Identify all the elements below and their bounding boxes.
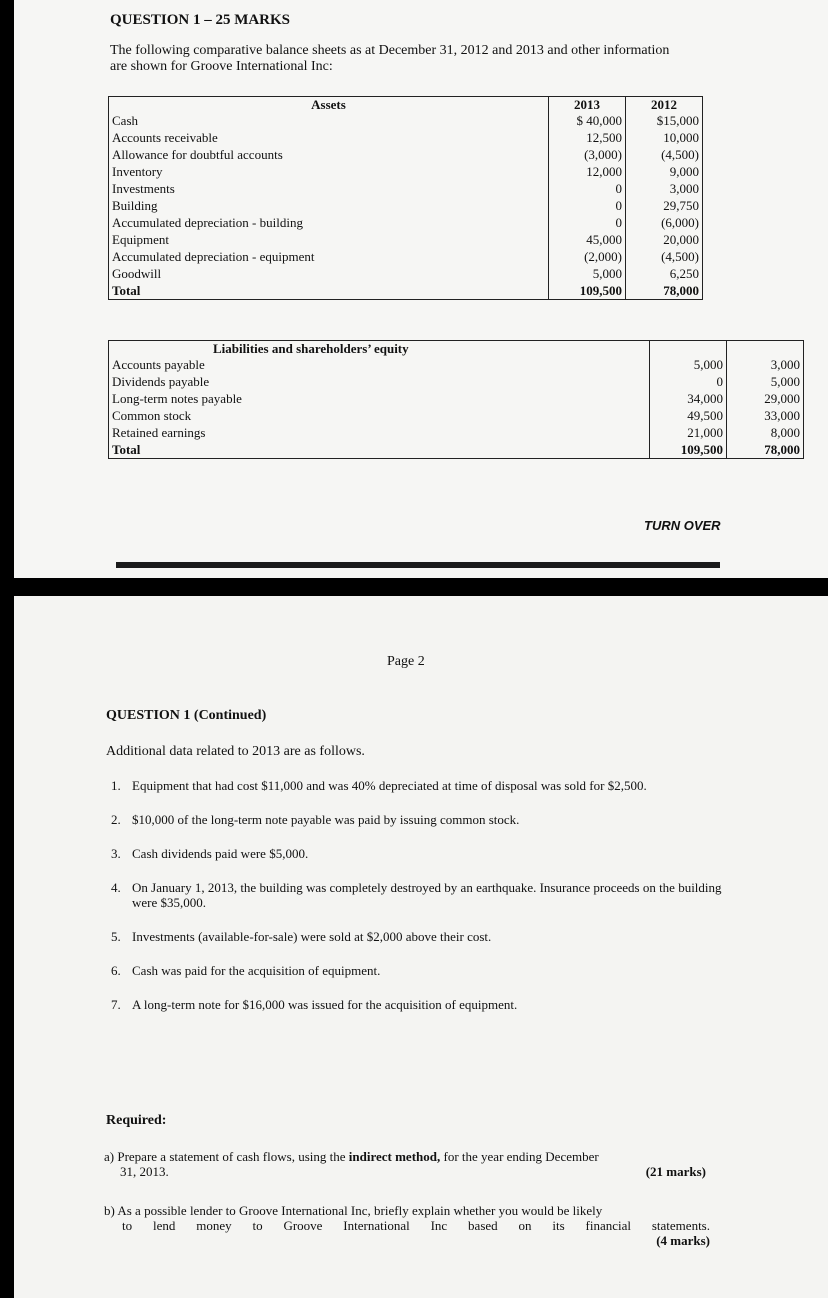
table-row	[109, 373, 804, 390]
page-number: Page 2	[387, 654, 425, 669]
value-2013: 21,000	[650, 424, 727, 441]
list-item: 6. Cash was paid for the acquisition of equipment.	[124, 963, 724, 978]
list-item: 3. Cash dividends paid were $5,000.	[124, 846, 724, 861]
value-2012: (4,500)	[626, 248, 703, 265]
value-2012: (4,500)	[626, 146, 703, 163]
row-label: Equipment	[109, 231, 549, 248]
table-row	[109, 390, 804, 407]
value-2013: 34,000	[650, 390, 727, 407]
table-row	[109, 163, 703, 180]
row-label: Goodwill	[109, 265, 549, 282]
value-2013: (3,000)	[549, 146, 626, 163]
value-2013: 109,500	[650, 441, 727, 459]
requirement-a	[104, 1149, 714, 1179]
value-2013: 109,500	[549, 282, 626, 300]
value-2012: 3,000	[727, 356, 804, 373]
row-label: Accounts payable	[109, 356, 650, 373]
year-2013-header: 2013	[549, 97, 626, 113]
table-row	[109, 441, 804, 459]
row-label: Investments	[109, 180, 549, 197]
table-row	[109, 407, 804, 424]
value-2012: 78,000	[727, 441, 804, 459]
value-2013: 12,000	[549, 163, 626, 180]
value-2012: 3,000	[626, 180, 703, 197]
value-2013: 0	[549, 214, 626, 231]
value-2012: 20,000	[626, 231, 703, 248]
table-row	[109, 265, 703, 282]
req-a-line2: 31, 2013.	[120, 1164, 169, 1179]
requirement-b	[104, 1203, 710, 1248]
exam-page-1	[14, 0, 828, 578]
value-2013: 5,000	[549, 265, 626, 282]
page-divider	[116, 562, 720, 568]
value-2012: 6,250	[626, 265, 703, 282]
value-2012: 29,750	[626, 197, 703, 214]
list-item: 4. On January 1, 2013, the building was completely destroyed by an earthquake. Insurance proceeds on the building were $35,000.	[124, 880, 724, 910]
turn-over-note: TURN OVER	[644, 518, 721, 533]
row-label: Total	[109, 282, 549, 300]
table-row	[109, 180, 703, 197]
value-2012: $15,000	[626, 112, 703, 129]
row-label: Accumulated depreciation - building	[109, 214, 549, 231]
value-2012: 33,000	[727, 407, 804, 424]
row-label: Allowance for doubtful accounts	[109, 146, 549, 163]
value-2013: 0	[650, 373, 727, 390]
table-row	[109, 214, 703, 231]
req-b-marks: (4 marks)	[656, 1233, 710, 1248]
value-2012: 29,000	[727, 390, 804, 407]
value-2013: 49,500	[650, 407, 727, 424]
list-item: 1. Equipment that had cost $11,000 and was 40% depreciated at time of disposal was sold for $2,500.	[124, 778, 724, 793]
row-label: Retained earnings	[109, 424, 650, 441]
list-item: 7. A long-term note for $16,000 was issued for the acquisition of equipment.	[124, 997, 724, 1012]
table-row	[109, 146, 703, 163]
value-2013: $ 40,000	[549, 112, 626, 129]
value-2012: 10,000	[626, 129, 703, 146]
table-row	[109, 112, 703, 129]
required-label: Required:	[106, 1113, 167, 1128]
table-row	[109, 129, 703, 146]
value-2013: 45,000	[549, 231, 626, 248]
value-2013: 0	[549, 197, 626, 214]
row-label: Common stock	[109, 407, 650, 424]
question-title: QUESTION 1 – 25 MARKS	[110, 12, 291, 28]
value-2012: 8,000	[727, 424, 804, 441]
additional-data-intro: Additional data related to 2013 are as follows.	[106, 744, 365, 759]
table-row	[109, 197, 703, 214]
liabilities-header: Liabilities and shareholders’ equity	[109, 341, 650, 357]
table-row	[109, 356, 804, 373]
table-row	[109, 282, 703, 300]
req-a-marks: (21 marks)	[645, 1164, 706, 1179]
row-label: Building	[109, 197, 549, 214]
value-2012: 5,000	[727, 373, 804, 390]
intro-text: The following comparative balance sheets as at December 31, 2012 and 2013 and other information are shown for Groove International Inc:	[110, 43, 670, 74]
value-2013: 5,000	[650, 356, 727, 373]
balance-sheet-liabilities-table	[108, 340, 804, 459]
year-2012-header: 2012	[626, 97, 703, 113]
value-2012: (6,000)	[626, 214, 703, 231]
balance-sheet-assets-table	[108, 96, 703, 300]
row-label: Total	[109, 441, 650, 459]
additional-data-list	[84, 778, 724, 1031]
req-a-text-end: for the year ending December	[440, 1149, 599, 1164]
question-continued-title: QUESTION 1 (Continued)	[106, 708, 267, 723]
exam-page-2	[14, 596, 828, 1298]
table-row	[109, 231, 703, 248]
row-label: Accounts receivable	[109, 129, 549, 146]
value-2013: 0	[549, 180, 626, 197]
assets-header: Assets	[109, 97, 549, 113]
row-label: Cash	[109, 112, 549, 129]
value-2013: (2,000)	[549, 248, 626, 265]
list-item: 5. Investments (available-for-sale) were sold at $2,000 above their cost.	[124, 929, 724, 944]
row-label: Accumulated depreciation - equipment	[109, 248, 549, 265]
table-row	[109, 248, 703, 265]
req-b-line1: b) As a possible lender to Groove International Inc, briefly explain whether you would be likely	[104, 1203, 603, 1218]
row-label: Long-term notes payable	[109, 390, 650, 407]
list-item: 2. $10,000 of the long-term note payable was paid by issuing common stock.	[124, 812, 724, 827]
value-2013: 12,500	[549, 129, 626, 146]
req-a-bold: indirect method,	[348, 1149, 441, 1164]
req-b-line2: to lend money to Groove International Inc based on its financial statements.	[122, 1218, 710, 1233]
req-a-text: a) Prepare a statement of cash flows, using the	[104, 1149, 349, 1164]
table-row	[109, 424, 804, 441]
row-label: Inventory	[109, 163, 549, 180]
row-label: Dividends payable	[109, 373, 650, 390]
value-2012: 9,000	[626, 163, 703, 180]
value-2012: 78,000	[626, 282, 703, 300]
